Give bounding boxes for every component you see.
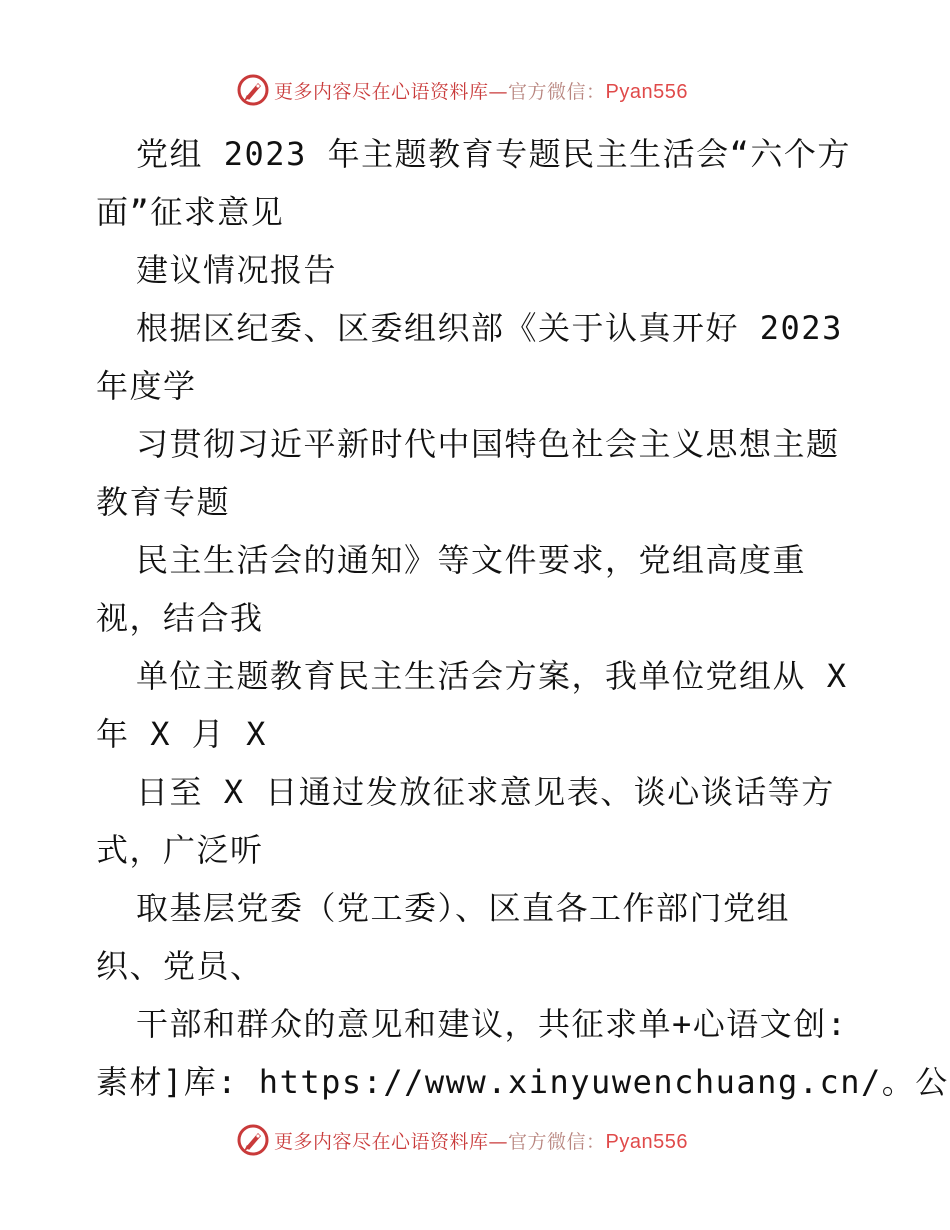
watermark-separator: — [488,1130,509,1153]
pen-nib-logo-icon [236,1123,270,1157]
doc-line: 党组 2023 年主题教育专题民主生活会“六个方 [136,135,851,173]
doc-line: 民主生活会的通知》等文件要求，党组高度重 [136,541,807,579]
watermark-main-text: 更多内容尽在心语资料库 [274,80,489,103]
watermark-banner-top [236,72,716,108]
doc-line: 单位主题教育民主生活会方案，我单位党组从 X [136,657,848,695]
doc-line: 式，广泛听 [96,831,264,869]
pen-nib-logo-icon [236,73,270,107]
watermark-main-text: 更多内容尽在心语资料库 [274,1130,489,1153]
doc-line: 年度学 [96,367,197,405]
watermark-wechat-label: 官方微信： [508,80,606,103]
watermark-wechat-id: Pyan556 [605,1130,688,1153]
doc-line: 根据区纪委、区委组织部《关于认真开好 2023 [136,309,843,347]
doc-line: 面”征求意见 [96,193,285,231]
doc-line: 教育专题 [96,483,231,521]
watermark-text [274,77,688,104]
doc-line: 年 X 月 X [96,715,267,753]
watermark-wechat-label: 官方微信： [508,1130,606,1153]
document-body [96,125,949,1111]
watermark-wechat-id: Pyan556 [605,80,688,103]
doc-line: 干部和群众的意见和建议，共征求单+心语文创: [136,1005,848,1043]
doc-line: 建议情况报告 [136,251,338,289]
watermark-banner-bottom [236,1122,716,1158]
doc-line: 习贯彻习近平新时代中国特色社会主义思想主题 [136,425,840,463]
doc-line: 素材]库: https://www.xinyuwenchuang.cn/。公 [96,1063,949,1101]
watermark-separator: — [488,80,509,103]
doc-line: 织、党员、 [96,947,264,985]
doc-line: 日至 X 日通过发放征求意见表、谈心谈话等方 [136,773,835,811]
watermark-text [274,1127,688,1154]
doc-line: 视，结合我 [96,599,264,637]
doc-line: 取基层党委（党工委）、区直各工作部门党组 [136,889,791,927]
